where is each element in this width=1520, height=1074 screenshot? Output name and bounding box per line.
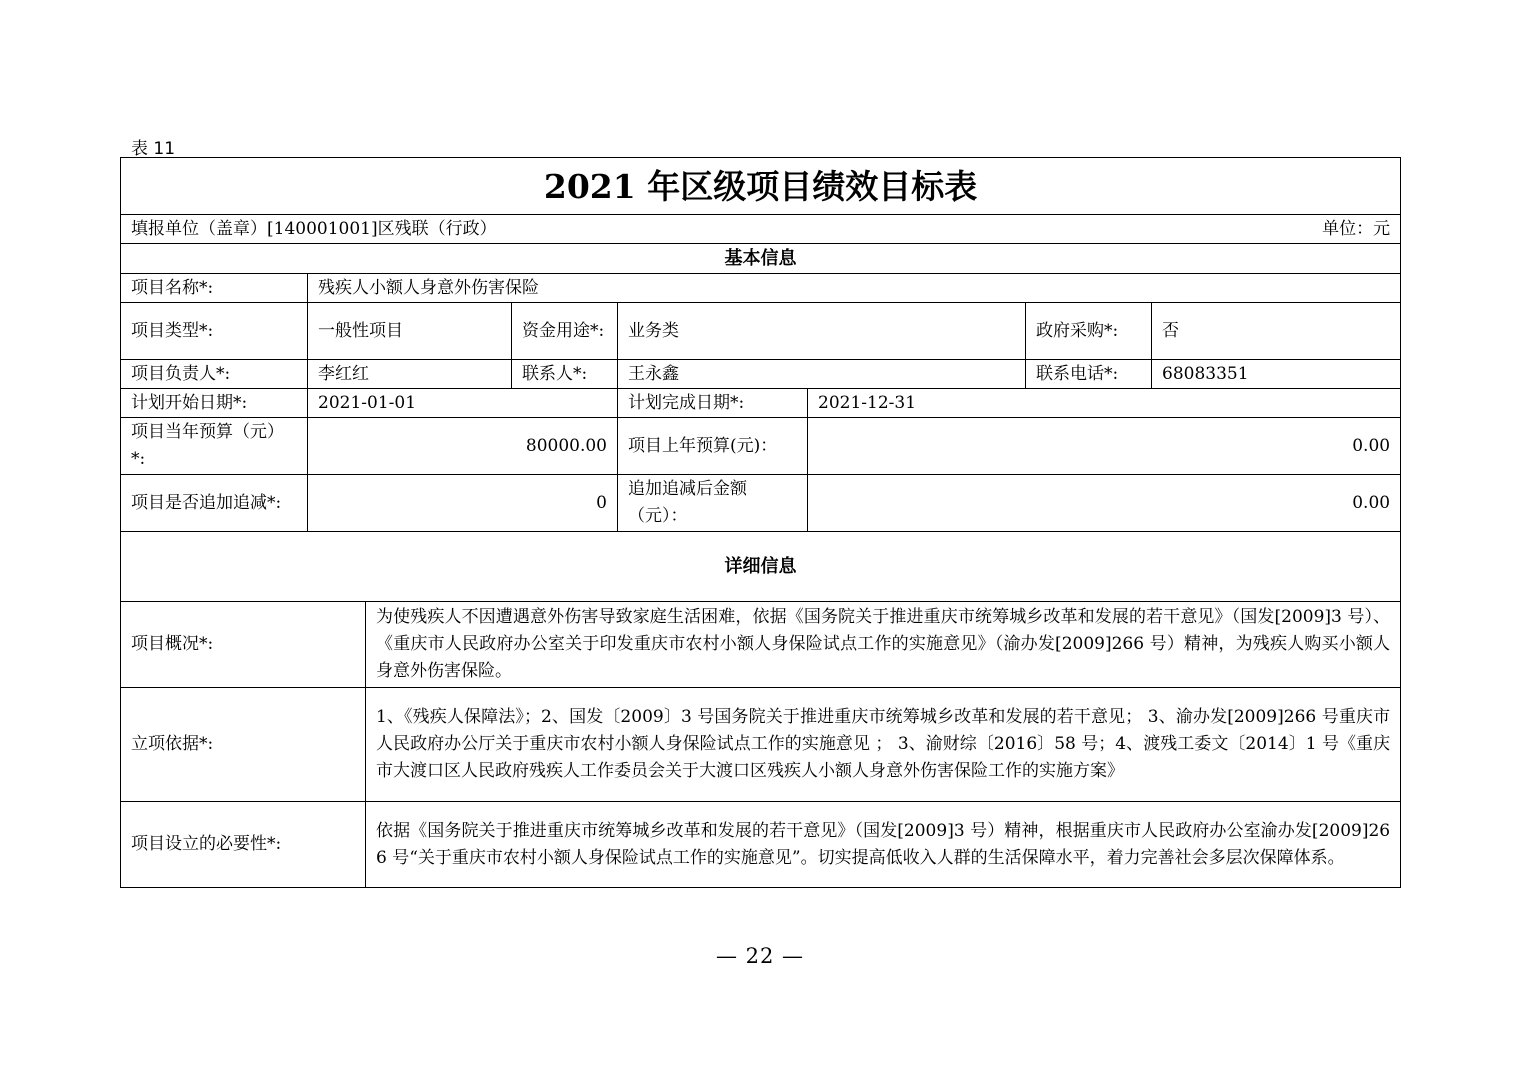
table-title: 2021 年区级项目绩效目标表 (121, 158, 1401, 215)
end-date-label: 计划完成日期*: (618, 389, 808, 418)
necessity-text: 依据《国务院关于推进重庆市统筹城乡改革和发展的若干意见》（国发[2009]3 号）精神，根据重庆市人民政府办公室渝办发[2009]266 号“关于重庆市农村小额人身保险试点工作的实施意见”。切实提高低收入人群的生活保障水平，着力完善社会多层次保障体系。 (366, 802, 1401, 888)
detail-info-heading: 详细信息 (121, 532, 1401, 602)
prev-budget-label: 项目上年预算(元)： (618, 418, 808, 475)
budget-value: 80000.00 (308, 418, 618, 475)
page-number: — 22 — (715, 944, 805, 968)
basis-label: 立项依据*: (121, 688, 366, 802)
after-adjust-label: 追加追减后金额（元）： (618, 475, 808, 532)
gov-purchase-label: 政府采购*: (1026, 303, 1152, 360)
prev-budget-value: 0.00 (808, 418, 1401, 475)
performance-target-table (120, 157, 1401, 888)
fill-unit-label: 填报单位（盖章）[140001001]区残联（行政） (131, 218, 497, 239)
project-type-value: 一般性项目 (308, 303, 512, 360)
gov-purchase-value: 否 (1152, 303, 1401, 360)
project-name-value: 残疾人小额人身意外伤害保险 (308, 274, 1401, 303)
start-date-value: 2021-01-01 (308, 389, 618, 418)
project-type-label: 项目类型*: (121, 303, 308, 360)
basic-info-heading: 基本信息 (121, 244, 1401, 274)
basis-text: 1、《残疾人保障法》；2、国发〔2009〕3 号国务院关于推进重庆市统筹城乡改革和发展的若干意见； 3、渝办发[2009]266 号重庆市人民政府办公厅关于重庆市农村小额人身保险试点工作的实施意见 ； 3、渝财综〔2016〕58 号；4、渡残工委文〔2014〕1 号《重庆市大渡口区人民政府残疾人工作委员会关于大渡口区残疾人小额人身意外伤害保险工作的实施方案》 (366, 688, 1401, 802)
fund-use-label: 资金用途*: (512, 303, 618, 360)
overview-label: 项目概况*: (121, 602, 366, 688)
adjust-label: 项目是否追加追减*: (121, 475, 308, 532)
leader-value: 李红红 (308, 360, 512, 389)
overview-text: 为使残疾人不因遭遇意外伤害导致家庭生活困难，依据《国务院关于推进重庆市统筹城乡改革和发展的若干意见》（国发[2009]3 号）、《重庆市人民政府办公室关于印发重庆市农村小额人身保险试点工作的实施意见》（渝办发[2009]266 号）精神，为残疾人购买小额人身意外伤害保险。 (366, 602, 1401, 688)
contact-value: 王永鑫 (618, 360, 1026, 389)
contact-label: 联系人*: (512, 360, 618, 389)
adjust-value: 0 (308, 475, 618, 532)
after-adjust-value: 0.00 (808, 475, 1401, 532)
end-date-value: 2021-12-31 (808, 389, 1401, 418)
phone-label: 联系电话*: (1026, 360, 1152, 389)
budget-label: 项目当年预算（元）*: (121, 418, 308, 475)
phone-value: 68083351 (1152, 360, 1401, 389)
table-number: 表 11 (131, 139, 176, 159)
project-name-label: 项目名称*: (121, 274, 308, 303)
fill-unit-row (121, 215, 1401, 244)
leader-label: 项目负责人*: (121, 360, 308, 389)
fund-use-value: 业务类 (618, 303, 1026, 360)
start-date-label: 计划开始日期*: (121, 389, 308, 418)
necessity-label: 项目设立的必要性*: (121, 802, 366, 888)
unit-label: 单位：元 (1322, 218, 1391, 239)
